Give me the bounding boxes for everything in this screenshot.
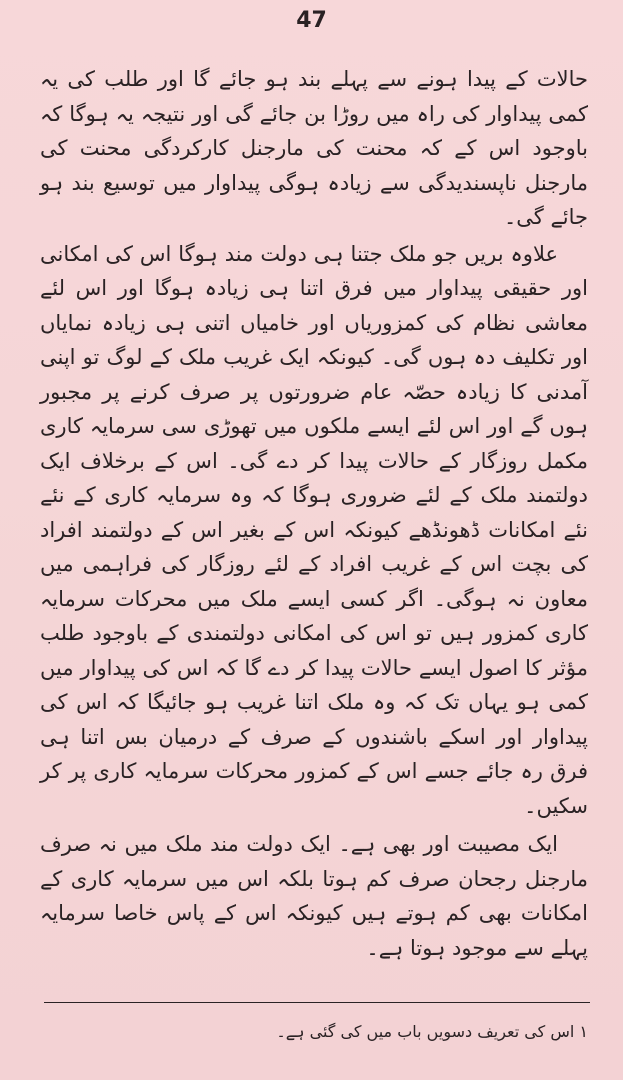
paragraph-1: حالات کے پیدا ہونے سے پہلے بند ہو جائے گا اور طلب کی یہ کمی پیداوار کی راہ میں روڑا بن جائے گی اور نتیجہ یہ ہوگا کہ باوجود اس کے کہ محنت کی مارجنل کارکردگی محنت کی مارجنل ناپسندیدگی سے زیادہ ہوگی پیداوار میں توسیع بند ہو جائے گی۔ — [40, 67, 588, 229]
page-number: 47 — [296, 8, 327, 33]
footnote-divider — [44, 1002, 590, 1003]
footnote: ۱ اس کی تعریف دسویں باب میں کی گئی ہے۔ — [276, 1022, 588, 1041]
body-text — [40, 62, 588, 965]
paragraph-2: علاوہ بریں جو ملک جتنا ہی دولت مند ہوگا اس کی امکانی اور حقیقی پیداوار میں فرق اتنا ہی زیادہ ہوگا اور اس لئے معاشی نظام کی کمزوریاں اور خامیاں اتنی ہی زیادہ نمایاں اور تکلیف دہ ہوں گی۔ کیونکہ ایک غریب ملک کے لوگ تو اپنی آمدنی کا زیادہ حصّہ عام ضرورتوں پر صرف کرنے پر مجبور ہوں گے اور اس لئے ایسے ملکوں میں تھوڑی سی سرمایہ کاری مکمل روزگار کے حالات پیدا کر دے گی۔ اس کے برخلاف ایک دولتمند ملک کے لئے ضروری ہوگا کہ وہ سرمایہ کاری کے نئے نئے امکانات ڈھونڈھے کیونکہ اس کے بغیر اس کے دولتمند افراد کی بچت اس کے غریب افراد کے لئے روزگار کی فراہمی میں معاون نہ ہوگی۔ اگر کسی ایسے ملک میں محرکات سرمایہ کاری کمزور ہیں تو اس کی امکانی دولتمندی کے باوجود طلب مؤثر کا اصول ایسے حالات پیدا کر دے گا کہ اس کی پیداوار میں کمی ہو یہاں تک کہ وہ ملک اتنا غریب ہو جائیگا کہ اس کی پیداوار اور اسکے باشندوں کے صرف کے درمیان بس اتنا ہی فرق رہ جائے جسے اس کے کمزور محرکات سرمایہ کاری پر کر سکیں۔ — [40, 241, 588, 818]
paragraph-3: ایک مصیبت اور بھی ہے۔ ایک دولت مند ملک میں نہ صرف مارجنل رجحان صرف کم ہوتا بلکہ اس میں سرمایہ کاری کے امکانات بھی کم ہوتے ہیں کیونکہ اس کے پاس خاصا سرمایہ پہلے سے موجود ہوتا ہے۔ — [40, 832, 588, 960]
